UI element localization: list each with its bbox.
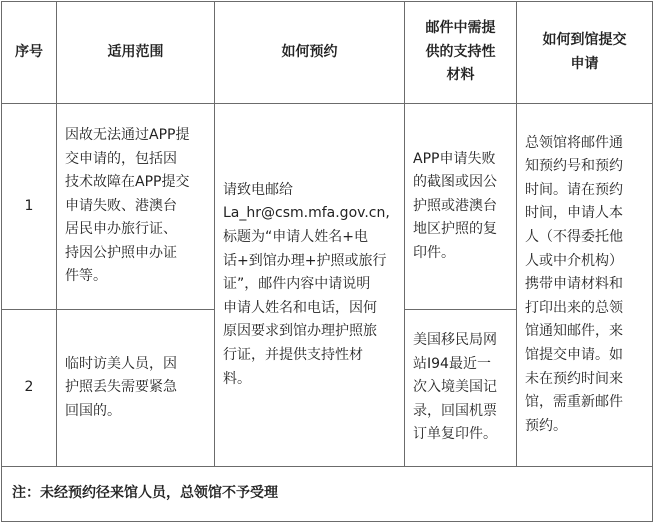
note-row xyxy=(2,467,653,522)
header-booking: 如何预约 xyxy=(215,2,405,104)
row-1-serial: 1 xyxy=(2,104,57,310)
table-row xyxy=(2,104,653,310)
row-2-materials: 美国移民局网 站I94最近一 次入境美国记 录，回国机票 订单复印件。 xyxy=(405,310,517,467)
header-serial: 序号 xyxy=(2,2,57,104)
note-text: 注：未经预约径来馆人员，总领馆不予受理 xyxy=(2,467,653,522)
row-2-serial: 2 xyxy=(2,310,57,467)
row-1-scope: 因故无法通过APP提 交申请的，包括因 技术故障在APP提交 申请失败、港澳台 居民申办旅行证、 持因公护照申办证 件等。 xyxy=(57,104,215,310)
appointment-table xyxy=(1,1,653,522)
header-visit: 如何到馆提交 申请 xyxy=(517,2,653,104)
row-1-materials: APP申请失败 的截图或因公 护照或港澳台 地区护照的复 印件。 xyxy=(405,104,517,310)
booking-method: 请致电邮给 La_hr@csm.mfa.gov.cn, 标题为“申请人姓名+电 话+到馆办理+护照或旅行 证”，邮件内容中请说明 申请人姓名和电话，因何 原因要求到馆办理护照旅 行证，并提供支持性材 料。 xyxy=(215,104,405,467)
row-2-scope: 临时访美人员，因 护照丢失需要紧急 回国的。 xyxy=(57,310,215,467)
header-materials: 邮件中需提 供的支持性 材料 xyxy=(405,2,517,104)
header-scope: 适用范围 xyxy=(57,2,215,104)
visit-method: 总领馆将邮件通 知预约号和预约 时间。请在预约 时间，申请人本 人（不得委托他 人或中介机构） 携带申请材料和 打印出来的总领 馆通知邮件，来 馆提交申请。如 未在预约时间来 馆，需重新邮件 预约。 xyxy=(517,104,653,467)
header-row xyxy=(2,2,653,104)
